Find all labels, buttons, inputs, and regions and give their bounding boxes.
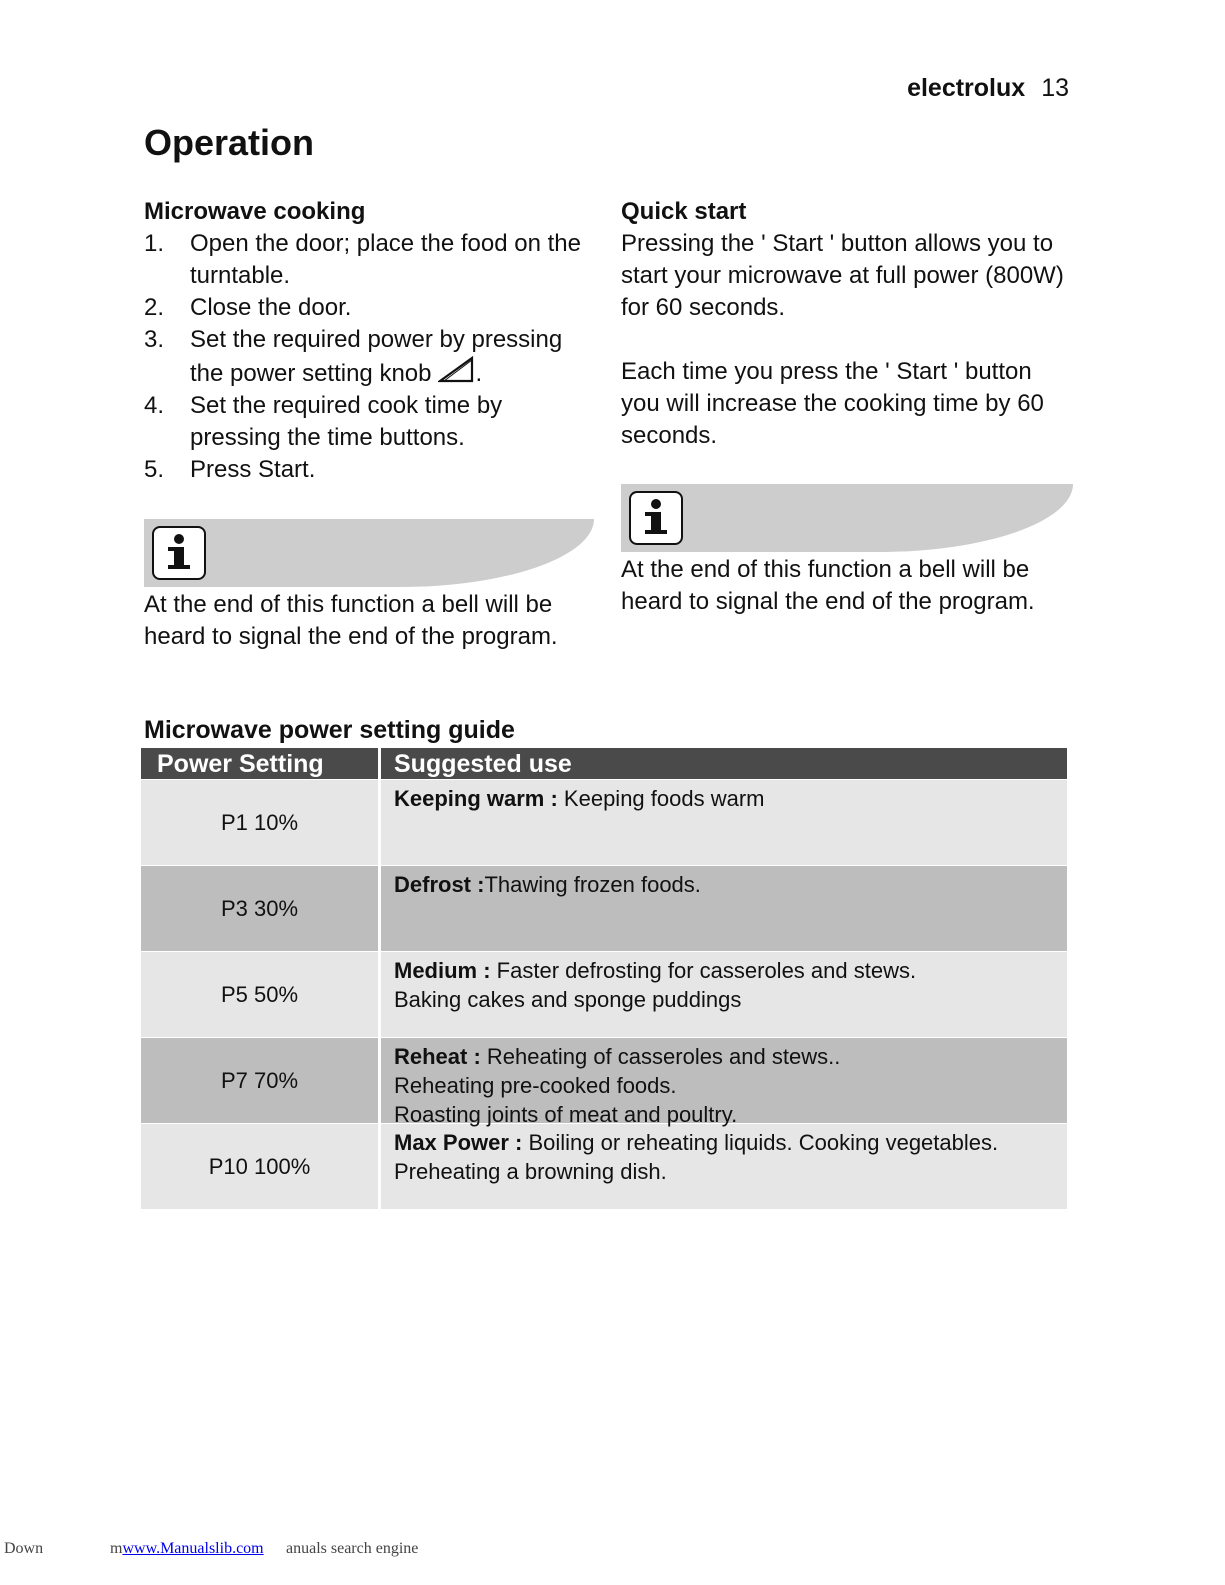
use-keyword: Reheat : (394, 1044, 481, 1069)
suggested-use-extra: Preheating a browning dish. (394, 1159, 667, 1184)
use-description: Boiling or reheating liquids. Cooking vegetables. (522, 1130, 999, 1155)
use-keyword: Max Power : (394, 1130, 523, 1155)
table-row (141, 951, 1067, 1037)
use-description: Keeping foods warm (557, 786, 765, 811)
microwave-cooking-section (144, 196, 594, 653)
list-item: 3. Set the required power by pressing the power setting knob . (144, 326, 563, 387)
footer-left-text: Down (4, 1540, 44, 1557)
list-item: 4. Set the required cook time by pressing the time buttons. (144, 392, 503, 451)
suggested-use-extra: Roasting joints of meat and poultry. (394, 1102, 738, 1127)
power-knob-icon (438, 356, 476, 384)
microwave-cooking-heading: Microwave cooking (144, 198, 366, 225)
column-header-suggested-use: Suggested use (394, 750, 572, 778)
quick-start-section (621, 196, 1073, 618)
page-number: 13 (1041, 74, 1069, 102)
use-keyword: Defrost : (394, 872, 485, 897)
footer-right-text: anuals search engine (286, 1540, 419, 1557)
cooking-steps-list (144, 228, 594, 486)
manualslib-link[interactable]: www.Manualslib.com (122, 1540, 264, 1557)
power-setting-cell: P10 100% (208, 1153, 311, 1179)
table-row (141, 1123, 1067, 1209)
use-description: Thawing frozen foods. (484, 872, 701, 897)
table-row (141, 1037, 1067, 1127)
column-header-power-setting: Power Setting (157, 750, 324, 778)
list-item: 1. Open the door; place the food on the turntable. (144, 230, 581, 289)
table-row (141, 865, 1067, 951)
list-item: 2. Close the door. (144, 294, 352, 321)
brand-name: electrolux (907, 74, 1026, 102)
use-description: Faster defrosting for casseroles and stews. (490, 958, 917, 983)
power-setting-cell: P1 10% (220, 809, 299, 835)
quick-start-paragraph: Pressing the ' Start ' button allows you to start your microwave at full power (800W) for 60 seconds. (621, 230, 1064, 321)
bell-note: At the end of this function a bell will be heard to signal the end of the program. (621, 556, 1035, 615)
suggested-use-extra: Reheating pre-cooked foods. (394, 1073, 677, 1098)
use-description: Reheating of casseroles and stews.. (480, 1044, 841, 1069)
power-setting-cell: P7 70% (220, 1067, 299, 1093)
info-icon (629, 491, 683, 545)
suggested-use-extra: Baking cakes and sponge puddings (394, 987, 742, 1012)
power-setting-table (141, 748, 1067, 1209)
power-guide-title: Microwave power setting guide (144, 716, 515, 744)
info-banner (144, 519, 594, 587)
quick-start-paragraph-2: Each time you press the ' Start ' button you will increase the cooking time by 60 seconds. (621, 358, 1044, 449)
table-row (141, 779, 1067, 865)
suggested-use-cell (381, 1124, 1067, 1209)
use-keyword: Medium : (394, 958, 491, 983)
info-icon (152, 526, 206, 580)
power-setting-cell: P3 30% (220, 895, 299, 921)
page-title: Operation (144, 122, 315, 163)
footer-link-block: mwww.Manualslib.com (110, 1540, 264, 1557)
bell-note: At the end of this function a bell will be heard to signal the end of the program. (144, 591, 558, 650)
info-banner (621, 484, 1073, 552)
quick-start-heading: Quick start (621, 198, 747, 225)
page-header (907, 74, 1069, 103)
use-keyword: Keeping warm : (394, 786, 558, 811)
suggested-use-cell (381, 1038, 1067, 1127)
suggested-use-cell (381, 780, 1067, 865)
suggested-use-cell (381, 952, 1067, 1037)
suggested-use-cell (381, 866, 1067, 951)
list-item: 5. Press Start. (144, 456, 316, 483)
table-header (141, 748, 1067, 779)
power-setting-cell: P5 50% (220, 981, 299, 1007)
